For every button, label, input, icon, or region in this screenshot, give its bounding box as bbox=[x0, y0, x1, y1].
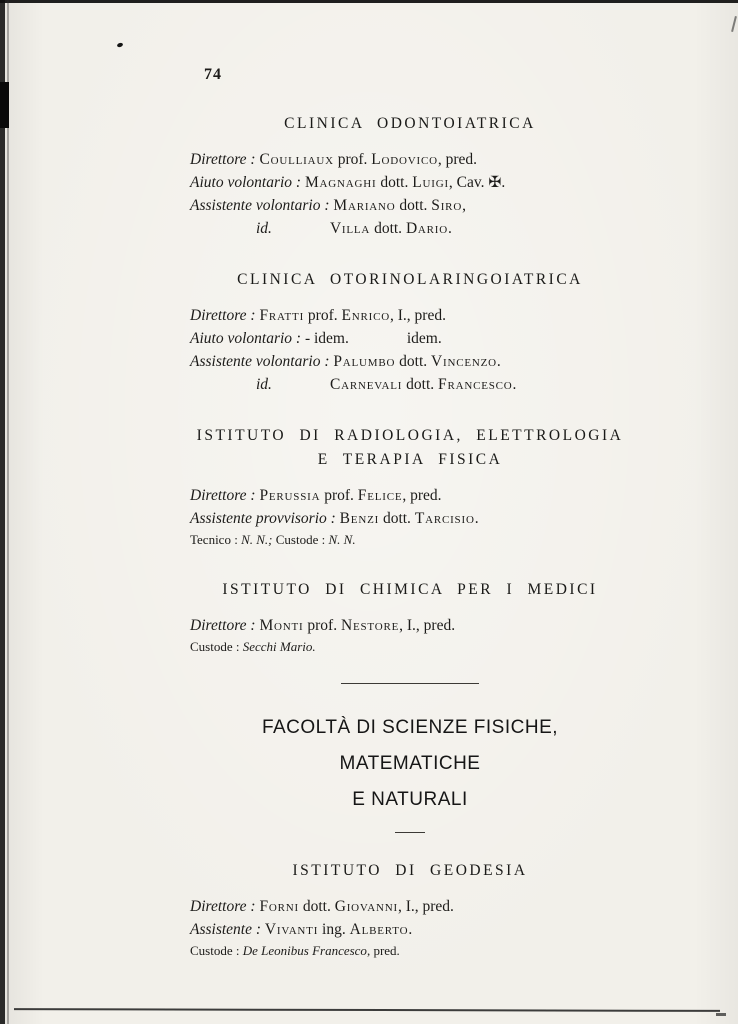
text-segment: Perussia bbox=[259, 487, 321, 504]
text-segment: Assistente provvisorio : bbox=[190, 510, 340, 527]
faculty-heading-line-2: E NATURALI bbox=[352, 789, 468, 810]
text-segment: Direttore : bbox=[190, 487, 260, 504]
text-segment: Mariano bbox=[333, 197, 396, 214]
text-segment: Coulliaux bbox=[259, 151, 334, 168]
text-segment: . bbox=[512, 376, 517, 393]
text-segment: Assistente volontario : bbox=[190, 353, 334, 370]
section-title-line-2: E TERAPIA FISICA bbox=[317, 451, 503, 468]
text-segment: dott. bbox=[298, 898, 335, 915]
section-title: CLINICA ODONTOIATRICA bbox=[284, 115, 536, 132]
staff-line bbox=[190, 327, 630, 350]
text-segment: prof. bbox=[303, 617, 341, 634]
section-clinica-odontoiatrica bbox=[190, 112, 630, 240]
staff-line bbox=[190, 507, 630, 530]
text-segment: N. N.; bbox=[241, 532, 273, 547]
staff-line-continuation bbox=[190, 373, 630, 396]
text-segment: Direttore : bbox=[190, 898, 260, 915]
scan-artifact-binding-mark bbox=[0, 82, 9, 128]
text-segment: N. N. bbox=[328, 532, 356, 547]
staff-line bbox=[190, 614, 630, 637]
scan-artifact-left-line bbox=[7, 0, 9, 1024]
text-segment: Vincenzo bbox=[431, 353, 497, 370]
text-segment: dott. bbox=[379, 510, 415, 527]
scan-artifact-top-right bbox=[731, 16, 737, 32]
text-segment: Francesco bbox=[438, 376, 513, 393]
text-segment: . bbox=[496, 353, 501, 370]
text-segment: Tecnico : bbox=[190, 532, 242, 547]
text-segment: Custode : bbox=[272, 532, 329, 547]
text-segment: Assistente volontario : bbox=[190, 197, 334, 214]
staff-line bbox=[190, 350, 630, 373]
text-segment: , pred. bbox=[366, 943, 400, 958]
section-istituto-radiologia bbox=[190, 424, 630, 550]
staff-line bbox=[190, 171, 630, 194]
text-segment: id. bbox=[256, 220, 272, 237]
text-segment: , Cav. ✠. bbox=[448, 174, 506, 191]
text-segment: . bbox=[448, 220, 452, 237]
staff-line-small bbox=[190, 530, 630, 550]
text-segment: Palumbo bbox=[333, 353, 396, 370]
scan-artifact-left-edge bbox=[0, 0, 5, 1024]
staff-line-small bbox=[190, 637, 630, 657]
text-segment: Monti bbox=[259, 617, 304, 634]
staff-line-small bbox=[190, 941, 630, 961]
text-segment: Carnevali bbox=[329, 376, 403, 393]
text-segment: Custode : bbox=[190, 639, 243, 654]
text-segment: De Leonibus Francesco bbox=[242, 943, 367, 958]
text-segment: Aiuto volontario : bbox=[190, 330, 305, 347]
text-segment: Villa bbox=[329, 220, 371, 237]
text-segment: Nestore bbox=[340, 617, 400, 634]
section-title-line-1: ISTITUTO DI RADIOLOGIA, ELETTROLOGIA bbox=[196, 427, 624, 444]
section-clinica-otorinolaringoiatrica bbox=[190, 268, 630, 396]
staff-line-continuation bbox=[190, 217, 630, 240]
section-istituto-geodesia bbox=[190, 859, 630, 961]
text-segment: , pred. bbox=[402, 487, 442, 504]
staff-line bbox=[190, 895, 630, 918]
text-segment: prof. bbox=[304, 307, 342, 324]
scan-artifact-ink-dot bbox=[116, 42, 123, 48]
text-segment: - idem. bbox=[304, 330, 349, 347]
text-segment: Magnaghi bbox=[304, 174, 377, 191]
section-title: CLINICA OTORINOLARINGOIATRICA bbox=[237, 271, 583, 288]
text-segment: prof. bbox=[333, 151, 372, 168]
section-title bbox=[190, 424, 630, 472]
text-segment: Lodovico bbox=[371, 151, 438, 168]
text-segment: Direttore : bbox=[190, 617, 260, 634]
text-segment: . bbox=[474, 510, 479, 527]
text-segment: Tarcisio bbox=[414, 510, 475, 527]
text-segment: Felice bbox=[357, 487, 403, 504]
text-segment: idem. bbox=[406, 330, 442, 347]
text-segment: Secchi Mario. bbox=[242, 639, 316, 654]
faculty-divider bbox=[395, 832, 425, 833]
text-segment: ing. bbox=[318, 921, 350, 938]
text-segment: Giovanni bbox=[334, 898, 398, 915]
text-segment: prof. bbox=[320, 487, 358, 504]
text-segment: Luigi bbox=[412, 174, 449, 191]
text-segment: Siro bbox=[431, 197, 463, 214]
staff-line bbox=[190, 194, 630, 217]
staff-line bbox=[190, 484, 630, 507]
text-segment: dott. bbox=[376, 174, 413, 191]
text-segment: dott. bbox=[402, 376, 439, 393]
text-segment: , I., pred. bbox=[397, 898, 454, 915]
text-segment: dott. bbox=[395, 353, 432, 370]
section-divider bbox=[341, 683, 479, 684]
page-content bbox=[190, 66, 630, 961]
section-istituto-chimica bbox=[190, 578, 630, 657]
text-segment: , bbox=[462, 197, 466, 214]
text-segment: . bbox=[408, 921, 413, 938]
text-segment: , I., pred. bbox=[390, 307, 446, 324]
text-segment: Assistente : bbox=[190, 921, 265, 938]
text-segment: id. bbox=[256, 376, 272, 393]
text-segment: dott. bbox=[370, 220, 406, 237]
faculty-heading bbox=[190, 710, 630, 818]
text-segment: dott. bbox=[395, 197, 432, 214]
text-segment: Custode : bbox=[190, 943, 243, 958]
text-segment: Direttore : bbox=[190, 151, 260, 168]
text-segment: Dario bbox=[405, 220, 449, 237]
page-number: 74 bbox=[204, 66, 222, 83]
text-segment: Vivanti bbox=[264, 921, 319, 938]
faculty-heading-line-1: FACOLTÀ DI SCIENZE FISICHE, MATEMATICHE bbox=[261, 717, 559, 774]
text-segment: Direttore : bbox=[190, 307, 260, 324]
text-segment: Fratti bbox=[259, 307, 305, 324]
staff-line bbox=[190, 918, 630, 941]
text-segment: , I., pred. bbox=[399, 617, 456, 634]
text-segment: Benzi bbox=[339, 510, 380, 527]
scan-artifact-top-edge bbox=[0, 0, 738, 3]
text-segment: Forni bbox=[259, 898, 299, 915]
staff-line bbox=[190, 148, 630, 171]
scan-artifact-bottom-right bbox=[716, 1013, 726, 1016]
text-segment: , pred. bbox=[437, 151, 478, 168]
scan-artifact-bottom-edge bbox=[14, 1008, 720, 1012]
text-segment: Aiuto volontario : bbox=[190, 174, 305, 191]
text-segment: Enrico bbox=[341, 307, 390, 324]
section-title: ISTITUTO DI GEODESIA bbox=[292, 862, 528, 879]
text-segment: Alberto bbox=[349, 921, 409, 938]
staff-line bbox=[190, 304, 630, 327]
section-title: ISTITUTO DI CHIMICA PER I MEDICI bbox=[222, 581, 598, 598]
